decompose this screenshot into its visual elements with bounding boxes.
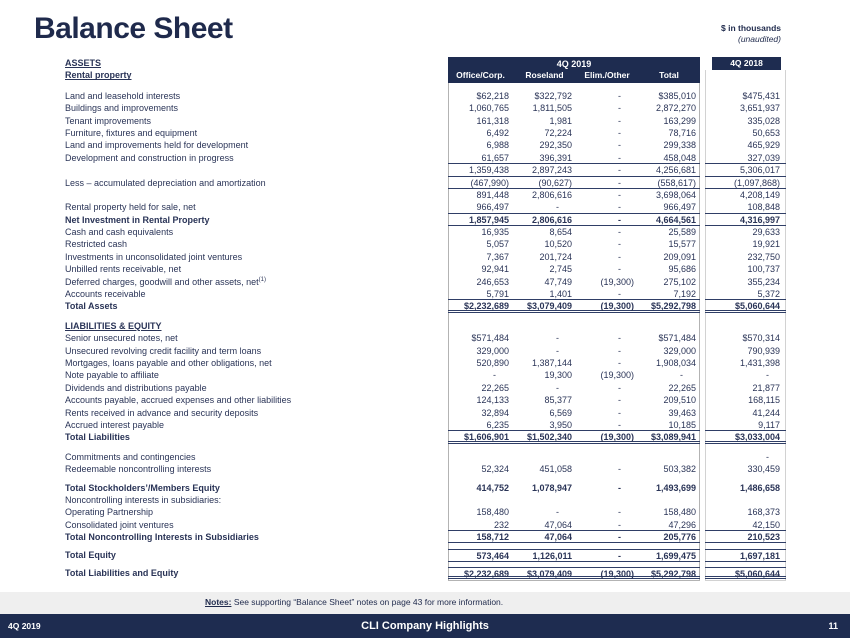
value-cell [576,320,638,332]
period-label-4q2019: 4Q 2019 [556,59,592,69]
table-row [65,300,786,312]
value-cell: 61,657 [448,152,513,164]
value-cell: - [576,214,638,226]
value-cell: - [618,264,621,275]
value-cell [705,69,786,81]
value-cell [576,57,638,69]
value-cell: - [618,482,621,493]
value-cell: 275,102 [663,276,696,287]
footer-period: 4Q 2019 [8,621,41,631]
value-cell: 6,235 [448,419,513,431]
value-cell: 396,391 [513,152,576,164]
table-row [65,519,786,531]
value-cell: - [576,549,638,561]
value-cell: 85,377 [544,395,572,406]
value-cell: - [618,382,621,393]
value-cell [448,69,513,81]
table-row [65,127,786,139]
value-cell: 22,265 [668,382,696,393]
row-label: Consolidated joint ventures [65,519,174,530]
value-cell: 209,091 [663,251,696,262]
row-label: Redeemable noncontrolling interests [65,464,212,475]
row-label: Land and leasehold interests [65,90,181,101]
value-cell: 5,372 [705,288,786,300]
value-cell: 891,448 [476,189,509,200]
row-label: Mortgages, loans payable and other obligations, net [65,357,272,368]
value-cell: 124,133 [476,395,509,406]
value-cell: - [576,419,638,431]
value-cell: - [618,189,621,200]
value-cell: - [556,333,559,344]
row-label: Commitments and contingencies [65,451,196,462]
table-row [65,463,786,475]
table-row [65,152,786,164]
row-label: Senior unsecured notes, net [65,333,178,344]
table-row [65,214,786,226]
table-row [65,226,786,238]
value-cell: 1,699,475 [638,549,700,561]
value-cell: 10,185 [638,419,700,431]
table-row [65,531,786,543]
table-row [65,189,786,201]
value-cell: 50,653 [752,127,780,138]
table-row [65,407,786,419]
value-cell: 158,480 [663,507,696,518]
value-cell: $1,606,901 [448,431,513,443]
value-cell: 2,745 [549,264,572,275]
value-cell: 10,520 [544,239,572,250]
value-cell [638,57,700,69]
value-cell: 451,058 [539,464,572,475]
table-row [65,238,786,250]
value-cell: 1,811,505 [532,103,572,114]
table-row [65,263,786,275]
value-cell: - [618,507,621,518]
value-cell: 5,791 [448,288,513,300]
value-cell: 163,299 [663,115,696,126]
value-cell: 335,028 [747,115,780,126]
table-row [65,567,786,579]
column-header: Elim./Other [584,70,630,80]
value-cell: 3,698,064 [655,189,696,200]
value-cell: 158,480 [476,507,509,518]
value-cell: - [493,370,496,381]
value-cell: $5,060,644 [705,567,786,579]
value-cell [448,451,513,463]
notes-line [205,597,503,607]
value-cell: 465,929 [747,140,780,151]
footer-page-number: 11 [828,621,838,631]
value-cell: 39,463 [668,407,696,418]
table-row [65,394,786,406]
value-cell: 2,806,616 [513,214,576,226]
value-cell: $475,431 [742,90,780,101]
value-cell [513,57,576,69]
value-cell: 5,057 [486,239,509,250]
value-cell: (19,300) [576,567,638,579]
value-cell: 6,569 [549,407,572,418]
value-cell: 327,039 [705,152,786,164]
value-cell: $1,502,340 [513,431,576,443]
table-row [65,164,786,176]
value-cell: 4,208,149 [739,189,780,200]
value-cell: - [618,251,621,262]
value-cell: 95,686 [668,264,696,275]
value-cell [513,320,576,332]
table-rows [65,57,786,579]
row-label: Less – accumulated depreciation and amortization [65,177,266,188]
row-label: Total Liabilities and Equity [65,567,179,578]
table-row [65,57,786,69]
value-cell: 41,244 [752,407,780,418]
value-cell: 2,897,243 [513,164,576,176]
value-cell: 1,060,765 [468,103,509,114]
value-cell: 458,048 [638,152,700,164]
value-cell: 47,064 [513,531,576,543]
value-cell: 1,908,034 [655,357,696,368]
row-label: Total Liabilities [65,432,130,443]
footer-bar [0,614,850,638]
table-row [65,357,786,369]
notes-strip [0,592,850,614]
row-label [65,164,448,176]
table-row [65,201,786,213]
value-cell [513,69,576,81]
value-cell: 32,894 [481,407,509,418]
value-cell: 246,653 [476,276,509,287]
value-cell: 47,296 [638,519,700,531]
value-cell: 4,256,681 [638,164,700,176]
value-cell: - [513,201,576,213]
value-cell [638,320,700,332]
value-cell: 47,749 [544,276,572,287]
value-cell: 4,664,561 [638,214,700,226]
value-cell: 520,890 [476,357,509,368]
value-cell: (90,627) [513,177,576,189]
value-cell: 168,115 [748,395,780,406]
table-row [65,431,786,443]
value-cell [448,494,513,506]
value-cell [448,57,513,69]
value-cell: (467,990) [448,177,513,189]
value-cell: 7,192 [638,288,700,300]
value-cell [513,494,576,506]
balance-sheet-table [65,57,786,579]
row-label: Accrued interest payable [65,419,165,430]
value-cell: $5,292,798 [638,300,700,312]
table-row [65,320,786,332]
value-cell [638,451,700,463]
value-cell: 8,654 [549,227,572,238]
notes-label: Notes: [205,597,232,607]
value-cell: 3,651,937 [739,103,780,114]
row-label: LIABILITIES & EQUITY [65,320,162,331]
value-cell: 209,510 [663,395,696,406]
value-cell: 210,523 [705,531,786,543]
value-cell: - [618,90,621,101]
footer-title: CLI Company Highlights [361,620,489,632]
table-row [65,276,786,288]
value-cell: 100,737 [747,264,780,275]
value-cell: 503,382 [663,464,696,475]
row-label: Buildings and improvements [65,103,179,114]
value-cell: - [576,519,638,531]
value-cell: 205,776 [638,531,700,543]
value-cell: 1,387,144 [531,357,572,368]
value-cell [448,320,513,332]
value-cell: - [618,239,621,250]
value-cell: 19,300 [544,370,572,381]
row-label: Land and improvements held for development [65,140,249,151]
value-cell: 1,431,398 [739,357,780,368]
value-cell: - [618,115,621,126]
value-cell: $5,060,644 [705,300,786,312]
table-row [65,506,786,518]
units-note [721,23,781,45]
value-cell: - [618,127,621,138]
row-label: ASSETS [65,58,102,68]
value-cell: (19,300) [600,370,634,381]
value-cell: 790,939 [747,345,780,356]
value-cell: 201,724 [539,251,572,262]
table-row [65,288,786,300]
row-label: Note payable to affiliate [65,370,159,381]
table-row [65,549,786,561]
value-cell: - [618,227,621,238]
table-row [65,115,786,127]
value-cell: (19,300) [576,300,638,312]
value-cell: 168,373 [747,507,780,518]
table-row [65,482,786,494]
value-cell: $2,232,689 [448,567,513,579]
value-cell: - [576,201,638,213]
value-cell: 22,265 [481,382,509,393]
value-cell: - [618,395,621,406]
value-cell: 4,316,997 [705,214,786,226]
value-cell: 1,359,438 [448,164,513,176]
value-cell: $3,079,409 [513,300,576,312]
value-cell: (19,300) [576,431,638,443]
value-cell: - [618,464,621,475]
value-cell [638,69,700,81]
value-cell: (1,097,868) [705,177,786,189]
row-label: Total Assets [65,301,118,312]
row-label: Restricted cash [65,239,128,250]
value-cell: $571,484 [658,333,696,344]
value-cell: $5,292,798 [638,567,700,579]
value-cell: 161,318 [476,115,509,126]
row-label: Total Equity [65,550,116,561]
value-cell: 3,950 [513,419,576,431]
value-cell [638,494,700,506]
units-unaudited: (unaudited) [737,34,781,44]
table-row [65,69,786,81]
value-cell: 232 [448,519,513,531]
value-cell: - [766,451,769,462]
value-cell: - [556,382,559,393]
value-cell: - [556,507,559,518]
value-cell: 78,716 [668,127,696,138]
value-cell: 6,492 [486,127,509,138]
value-cell [705,494,786,506]
value-cell [513,451,576,463]
value-cell: $3,089,941 [638,431,700,443]
value-cell [576,494,638,506]
value-cell: 21,877 [752,382,780,393]
value-cell: 2,872,270 [655,103,696,114]
value-cell: 42,150 [705,519,786,531]
value-cell: 1,486,658 [739,482,780,493]
value-cell: 1,401 [513,288,576,300]
value-cell: 52,324 [481,464,509,475]
value-cell: 1,493,699 [655,482,696,493]
row-label: Total Noncontrolling Interests in Subsidiaries [65,532,259,543]
value-cell: 2,806,616 [531,189,572,200]
row-label: Net Investment in Rental Property [65,214,210,225]
value-cell: 92,941 [481,264,509,275]
row-label: Rents received in advance and security deposits [65,407,259,418]
table-row [65,382,786,394]
value-cell: - [576,152,638,164]
value-cell: 5,306,017 [705,164,786,176]
column-header: Office/Corp. [456,70,505,80]
value-cell: 232,750 [747,251,780,262]
row-label: Total Stockholders’/Members Equity [65,482,220,493]
table-row [65,177,786,189]
table-row [65,419,786,431]
value-cell: 299,338 [663,140,696,151]
value-cell [705,57,786,69]
value-cell: 158,712 [448,531,513,543]
row-label: Investments in unconsolidated joint ventures [65,251,243,262]
value-cell: - [576,531,638,543]
value-cell: - [618,140,621,151]
table-row [65,102,786,114]
value-cell: 19,921 [752,239,780,250]
value-cell: - [766,370,769,381]
value-cell: 25,589 [668,227,696,238]
value-cell: - [618,345,621,356]
value-cell: 16,935 [481,227,509,238]
column-header: Roseland [525,70,564,80]
value-cell: 414,752 [476,482,509,493]
value-cell: - [680,370,683,381]
value-cell: $62,218 [476,90,509,101]
row-label: Rental property held for sale, net [65,202,196,213]
value-cell [576,69,638,81]
value-cell: $3,079,409 [513,567,576,579]
value-cell: 355,234 [747,276,780,287]
value-cell: 72,224 [544,127,572,138]
value-cell: 15,577 [668,239,696,250]
value-cell: 6,988 [486,140,509,151]
table-row [65,139,786,151]
value-cell: $3,033,004 [705,431,786,443]
table-row [65,251,786,263]
row-label: Accounts payable, accrued expenses and other liabilities [65,395,292,406]
value-cell: 1,857,945 [448,214,513,226]
value-cell: - [618,407,621,418]
prior-period-header: 4Q 2018 [712,57,781,70]
table-row [65,451,786,463]
value-cell: - [618,333,621,344]
value-cell: 330,459 [747,464,780,475]
row-label: Furniture, fixtures and equipment [65,127,198,138]
value-cell: 292,350 [539,140,572,151]
table-row [65,369,786,381]
value-cell: $322,792 [534,90,572,101]
row-label: Noncontrolling interests in subsidiaries: [65,494,222,505]
table-row [65,345,786,357]
value-cell: 1,126,011 [513,549,576,561]
table-row [65,90,786,102]
row-label: Accounts receivable [65,289,146,300]
value-cell [576,451,638,463]
value-cell: $385,010 [658,90,696,101]
value-cell: 966,497 [448,201,513,213]
value-cell: (19,300) [600,276,634,287]
value-cell: 573,464 [448,549,513,561]
value-cell [705,320,786,332]
value-cell: - [618,357,621,368]
value-cell: $571,484 [471,333,509,344]
value-cell: 329,000 [476,345,509,356]
value-cell: (558,617) [638,177,700,189]
row-label [65,189,448,201]
value-cell: $570,314 [742,333,780,344]
row-label: Dividends and distributions payable [65,382,207,393]
notes-text: See supporting “Balance Sheet” notes on page 43 for more information. [231,597,504,607]
table-row [65,494,786,506]
row-label: Development and construction in progress [65,152,234,163]
value-cell: 966,497 [638,201,700,213]
value-cell: 1,981 [549,115,572,126]
value-cell: 108,848 [705,201,786,213]
value-cell: 1,078,947 [531,482,572,493]
row-label: Unbilled rents receivable, net [65,264,182,275]
row-label: Operating Partnership [65,507,154,518]
value-cell: - [576,164,638,176]
row-label: Rental property [65,70,132,81]
value-cell: - [576,288,638,300]
value-cell: 1,697,181 [705,549,786,561]
value-cell: $2,232,689 [448,300,513,312]
value-cell: 329,000 [663,345,696,356]
value-cell: 7,367 [486,251,509,262]
value-cell: 47,064 [513,519,576,531]
table-row [65,332,786,344]
units-thousands: $ in thousands [721,23,781,33]
value-cell: - [618,103,621,114]
row-label: Deferred charges, goodwill and other assets, net$^{(1)}$ [65,276,266,287]
page-title: Balance Sheet [34,12,233,45]
row-label: Tenant improvements [65,115,152,126]
value-cell: 9,117 [705,419,786,431]
value-cell: 29,633 [752,227,780,238]
value-cell: - [576,177,638,189]
row-label: Unsecured revolving credit facility and term loans [65,345,262,356]
row-label: Cash and cash equivalents [65,227,174,238]
column-header: Total [659,70,679,80]
value-cell: - [556,345,559,356]
